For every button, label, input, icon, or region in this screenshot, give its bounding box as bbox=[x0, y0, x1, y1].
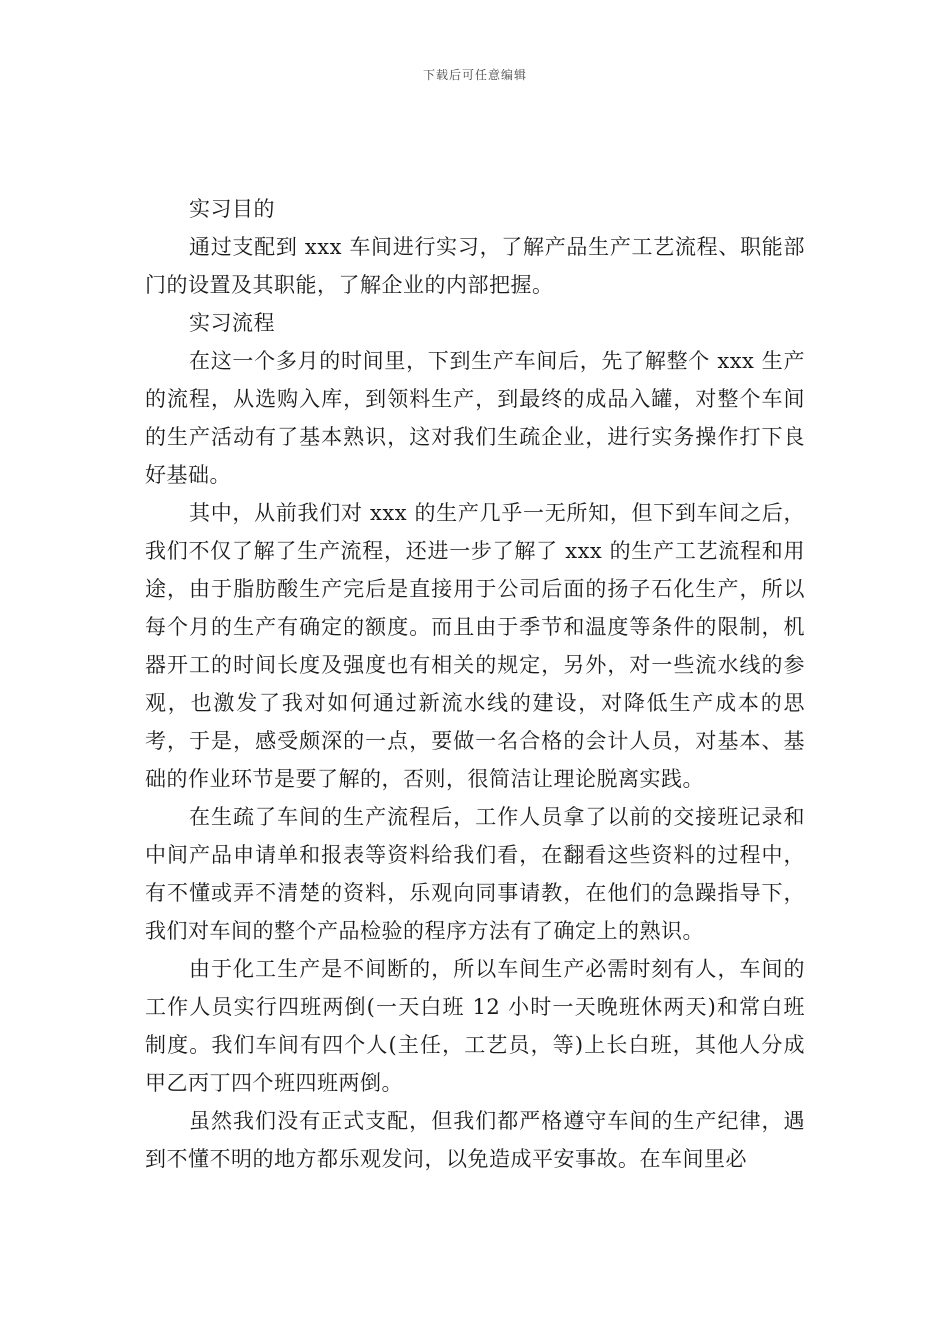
paragraph-production-details: 其中，从前我们对 xxx 的生产几乎一无所知，但下到车间之后，我们不仅了解了生产流程，还进一步了解了 xxx 的生产工艺流程和用途，由于脂肪酸生产完后是直接用于公司后面的扬子石化生产，所以每个月的生产有确定的额度。而且由于季节和温度等条件的限制，机器开工的时间长度及强度也有相关的规定，另外，对一些流水线的参观，也激发了我对如何通过新流水线的建设，对降低生产成本的思考，于是，感受颇深的一点，要做一名合格的会计人员，对基本、基础的作业环节是要了解的，否则，很简洁让理论脱离实践。 bbox=[145, 501, 805, 791]
paragraph-shift-system: 由于化工生产是不间断的，所以车间生产必需时刻有人，车间的工作人员实行四班两倒(一天白班 12 小时一天晚班休两天)和常白班制度。我们车间有四个人(主任，工艺员，等)上长白班，其他人分成甲乙丙丁四个班四班两倒。 bbox=[145, 957, 805, 1095]
paragraph-process-overview: 在这一个多月的时间里，下到生产车间后，先了解整个 xxx 生产的流程，从选购入库，到领料生产，到最终的成品入罐，对整个车间的生产活动有了基本熟识，这对我们生疏企业，进行实务操作打下良好基础。 bbox=[145, 349, 805, 487]
paragraph-purpose: 通过支配到 xxx 车间进行实习，了解产品生产工艺流程、职能部门的设置及其职能，了解企业的内部把握。 bbox=[145, 235, 805, 297]
paragraph-safety-discipline: 虽然我们没有正式支配，但我们都严格遵守车间的生产纪律，遇到不懂不明的地方都乐观发问，以免造成平安事故。在车间里必 bbox=[145, 1109, 805, 1171]
section-heading-process: 实习流程 bbox=[189, 311, 275, 335]
page-header-note: 下载后可任意编辑 bbox=[422, 68, 527, 82]
section-heading-purpose: 实习目的 bbox=[189, 197, 275, 221]
document-body bbox=[145, 190, 805, 1178]
paragraph-records-review: 在生疏了车间的生产流程后，工作人员拿了以前的交接班记录和中间产品申请单和报表等资料给我们看，在翻看这些资料的过程中，有不懂或弄不清楚的资料，乐观向同事请教，在他们的急躁指导下，我们对车间的整个产品检验的程序方法有了确定上的熟识。 bbox=[145, 805, 805, 943]
